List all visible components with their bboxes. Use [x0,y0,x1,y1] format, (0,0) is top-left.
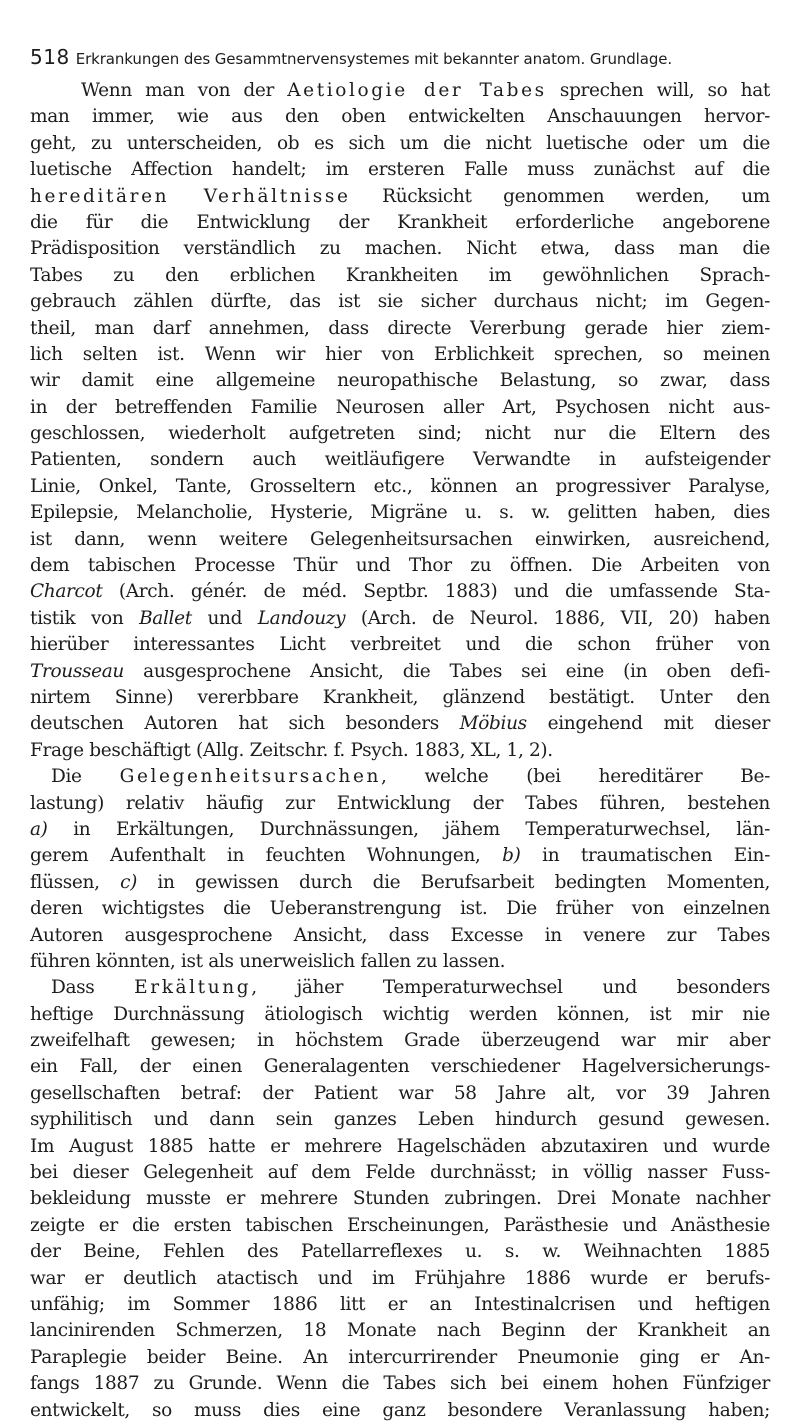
text-run: lastung) relativ häufig zur Entwicklung der Tabes führen, bestehen [30,792,770,814]
text-run: gesellschaften betraf: der Patient war 58 Jahre alt, vor 39 Jahren [30,1082,770,1104]
text-line [30,1345,770,1371]
text-line [30,421,770,447]
text-run: in gewissen durch die Berufsarbeit bedingten Momenten, [136,871,770,893]
text-run: in Erkältungen, Durchnässungen, jähem Temperaturwechsel, län- [47,818,770,840]
text-line [30,447,770,473]
text-line [30,78,770,104]
text-run: zweifelhaft gewesen; in höchstem Grade überzeugend war mir aber [30,1030,770,1052]
text-line [30,1134,770,1160]
text-run: deutschen Autoren hat sich besonders [30,713,460,735]
italic-name: Charcot [30,581,103,603]
text-run: lich selten ist. Wenn wir hier von Erblichkeit sprechen, so meinen [30,343,770,365]
text-line [30,870,770,896]
italic-name: Landouzy [257,607,346,629]
text-line [30,1160,770,1186]
text-run: führen könnten, ist als unerweislich fallen zu lassen. [30,950,506,972]
text-run: Epilepsie, Melancholie, Hysterie, Migräne u. s. w. gelitten haben, dies [30,502,770,524]
text-line [30,236,770,262]
italic-name: c) [120,871,137,893]
text-line [30,527,770,553]
text-line [30,263,770,289]
text-run: Rücksicht genommen werden, um [350,185,770,207]
text-run: gerem Aufenthalt in feuchten Wohnungen, [30,845,503,867]
text-run: (Arch. de Neurol. 1886, VII, 20) haben [345,607,770,629]
text-run: man immer, wie aus den oben entwickelten Anschauungen hervor- [30,106,770,128]
text-run: dem tabischen Processe Thür und Thor zu öffnen. Die Arbeiten von [30,555,770,577]
text-line [30,685,770,711]
text-run: fangs 1887 zu Grunde. Wenn die Tabes sich bei einem hohen Fünfziger [30,1373,770,1395]
text-run: Wenn man von der [81,80,288,101]
text-run: Patienten, sondern auch weitläufigere Verwandte in aufsteigender [30,449,770,471]
text-run: (Arch. génér. de méd. Septbr. 1883) und die umfassende Sta- [102,581,770,603]
text-line [30,1213,770,1239]
text-line [30,104,770,130]
text-run: Paraplegie beider Beine. An intercurrirender Pneumonie ging er An- [30,1346,770,1368]
text-run: zeigte er die ersten tabischen Erscheinungen, Parästhesie und Anästhesie [30,1214,770,1236]
text-line [30,632,770,658]
text-run: wir damit eine allgemeine neuropathische Belastung, so zwar, dass [30,370,770,392]
text-run: ausgesprochene Ansicht, die Tabes sei eine (in oben defi- [123,660,770,682]
text-line [30,1371,770,1397]
text-run: , jäher Temperaturwechsel und besonders [251,977,770,999]
text-line [30,1054,770,1080]
text-line [30,184,770,210]
spaced-emphasis: hereditären Verhältnisse [30,185,351,207]
text-line [30,606,770,632]
text-line [30,659,770,685]
text-line [30,131,770,157]
text-run: deren wichtigstes die Ueberanstrengung ist. Die früher von einzelnen [30,898,770,920]
text-line [30,791,770,817]
text-run: die für die Entwicklung der Krankheit erforderliche angeborene [30,211,770,233]
text-line [30,923,770,949]
text-run: Im August 1885 hatte er mehrere Hagelschäden abzutaxiren und wurde [30,1135,770,1157]
text-line [30,500,770,526]
text-line [30,1266,770,1292]
text-run: der Beine, Fehlen des Patellarreflexes u. s. w. Weihnachten 1885 [30,1241,770,1263]
italic-name: Ballet [139,607,192,629]
text-line [30,711,770,737]
text-run: eingehend mit dieser [526,713,771,735]
text-line [30,157,770,183]
text-run: Prädisposition verständlich zu machen. Nicht etwa, dass man die [30,238,770,260]
page-header [30,46,770,70]
italic-name: Trousseau [30,660,124,682]
text-line [30,210,770,236]
text-line [30,579,770,605]
text-run: , welche (bei hereditärer Be- [381,766,770,788]
text-line [30,1081,770,1107]
text-run: theil, man darf annehmen, dass directe Vererbung gerade hier ziem- [30,317,770,339]
text-line [30,764,770,790]
italic-name: Möbius [459,713,527,735]
book-page [30,0,771,1421]
italic-name: b) [502,845,521,867]
text-line [30,289,770,315]
text-line [30,817,770,843]
spaced-emphasis: Gelegenheitsursachen [119,766,382,788]
body-text [30,78,770,1424]
text-run: hierüber interessantes Licht verbreitet und die schon früher von [30,634,770,656]
text-line [30,1318,770,1344]
text-line [30,1028,770,1054]
spaced-emphasis: Aetiologie der Tabes [287,80,547,101]
text-line [30,553,770,579]
text-run: lancinirenden Schmerzen, 18 Monate nach Beginn der Krankheit an [30,1320,770,1342]
text-run: und [191,607,258,629]
text-run: in traumatischen Ein- [520,845,770,867]
text-line [30,843,770,869]
text-line [30,316,770,342]
text-run: bei dieser Gelegenheit auf dem Felde durchnässt; in völlig nasser Fuss- [30,1162,770,1184]
text-run: geht, zu unterscheiden, ob es sich um die nicht luetische oder um die [30,132,770,154]
text-line [30,738,770,764]
text-line [30,975,770,1001]
text-run: entwickelt, so muss dies eine ganz besondere Veranlassung haben; [30,1399,770,1421]
text-run: Linie, Onkel, Tante, Grosseltern etc., können an progressiver Paralyse, [30,475,770,497]
text-run: luetische Affection handelt; im ersteren Falle muss zunächst auf die [30,159,770,181]
text-run: syphilitisch und dann sein ganzes Leben hindurch gesund gewesen. [30,1109,770,1131]
running-title: Erkrankungen des Gesammtnervensystemes mit bekannter anatom. Grundlage. [75,50,673,68]
text-run: sprechen will, so hat [546,80,770,101]
text-run: flüssen, [30,871,121,893]
italic-name: a) [30,818,48,840]
text-line [30,1398,770,1424]
text-line [30,1107,770,1133]
text-run: geschlossen, wiederholt aufgetreten sind; nicht nur die Eltern des [30,423,770,445]
spaced-emphasis: Erkältung [134,977,252,999]
text-line [30,1002,770,1028]
page-number: 518 [30,45,70,69]
text-line [30,342,770,368]
text-run: heftige Durchnässung ätiologisch wichtig werden können, ist mir nie [30,1003,770,1025]
text-run: unfähig; im Sommer 1886 litt er an Intestinalcrisen und heftigen [30,1293,770,1315]
text-line [30,395,770,421]
text-line [30,368,770,394]
text-run: bekleidung musste er mehrere Stunden zubringen. Drei Monate nachher [30,1188,770,1210]
text-run: tistik von [30,607,140,629]
text-line [30,896,770,922]
text-line [30,949,770,975]
text-line [30,474,770,500]
text-run: ist dann, wenn weitere Gelegenheitsursachen einwirken, ausreichend, [30,528,770,550]
text-run: Tabes zu den erblichen Krankheiten im gewöhnlichen Sprach- [30,264,770,286]
text-line [30,1292,770,1318]
text-run: Die [51,766,120,788]
text-line [30,1186,770,1212]
text-run: Autoren ausgesprochene Ansicht, dass Excesse in venere zur Tabes [30,924,770,946]
text-run: Dass [51,977,135,999]
text-run: gebrauch zählen dürfte, das ist sie sicher durchaus nicht; im Gegen- [30,291,770,313]
text-run: nirtem Sinne) vererbbare Krankheit, glänzend bestätigt. Unter den [30,686,770,708]
text-line [30,1239,770,1265]
text-run: war er deutlich atactisch und im Frühjahre 1886 wurde er berufs- [30,1267,770,1289]
text-run: in der betreffenden Familie Neurosen aller Art, Psychosen nicht aus- [30,396,770,418]
text-run: Frage beschäftigt (Allg. Zeitschr. f. Psych. 1883, XL, 1, 2). [30,739,553,761]
text-run: ein Fall, der einen Generalagenten verschiedener Hagelversicherungs- [30,1056,770,1078]
